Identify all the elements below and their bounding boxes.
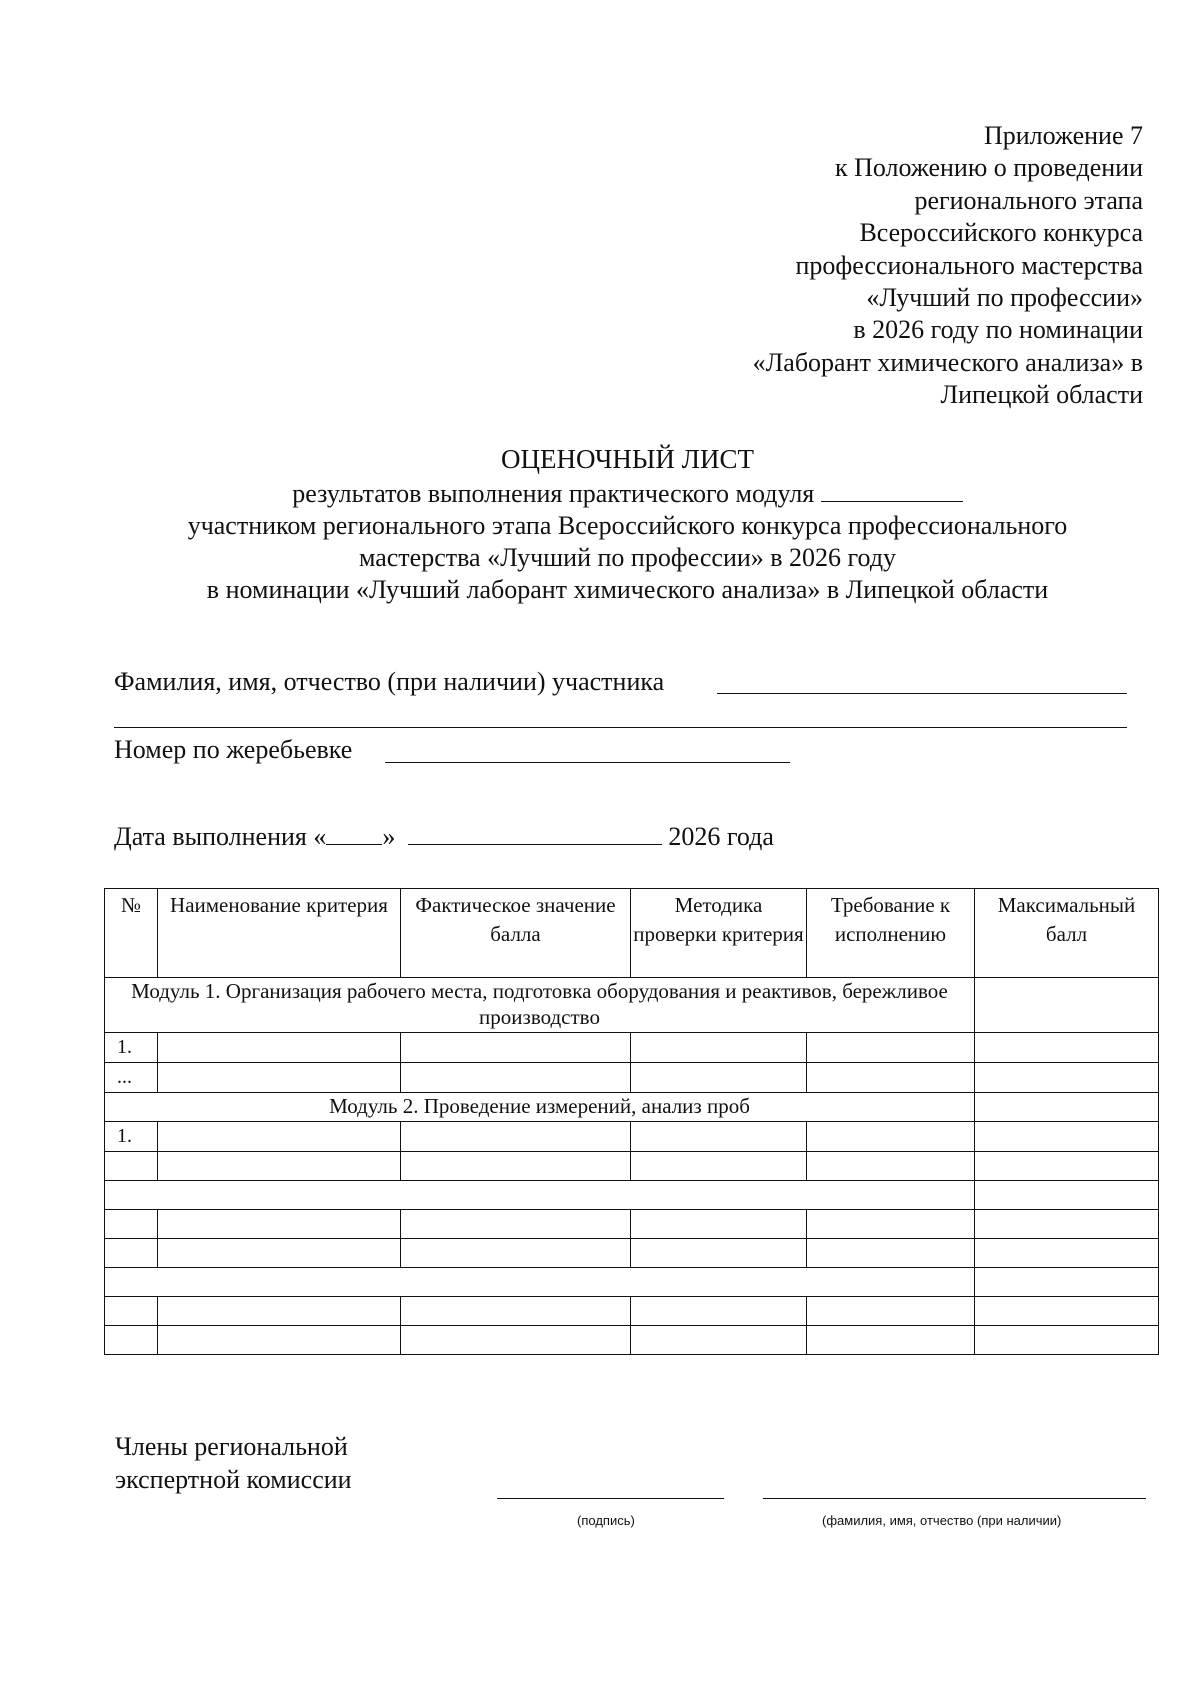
module-row xyxy=(105,1181,1159,1210)
annex-line: Приложение 7 xyxy=(983,121,1143,150)
annex-line: «Лаборант химического анализа» в xyxy=(752,347,1143,377)
annex-line: Липецкой области xyxy=(940,380,1143,410)
table-cell[interactable] xyxy=(401,1122,631,1152)
annex-line: к Положению о проведении xyxy=(834,153,1143,183)
commission-label xyxy=(115,1430,375,1496)
document-title: ОЦЕНОЧНЫЙ ЛИСТ xyxy=(501,444,754,474)
table-cell[interactable] xyxy=(631,1033,807,1063)
table-cell[interactable] xyxy=(975,1093,1159,1122)
annex-block xyxy=(753,120,1143,412)
table-cell[interactable] xyxy=(401,1152,631,1181)
annex-line: в 2026 году по номинации xyxy=(853,315,1143,345)
heading-line: участником регионального этапа Всероссийского конкурса профессионального xyxy=(187,511,1068,540)
participant-name-line[interactable] xyxy=(717,693,1127,694)
table-cell[interactable] xyxy=(807,1063,975,1093)
table-cell[interactable] xyxy=(807,1210,975,1239)
table-header-row xyxy=(105,889,1159,978)
module-row xyxy=(105,1093,1159,1122)
date-label xyxy=(114,822,774,852)
table-cell[interactable] xyxy=(975,1239,1159,1268)
participant-name-label: Фамилия, имя, отчество (при наличии) участника xyxy=(114,667,665,696)
table-cell[interactable] xyxy=(975,1152,1159,1181)
date-day-blank[interactable] xyxy=(326,822,382,845)
row-number xyxy=(105,1239,158,1268)
table-cell[interactable] xyxy=(158,1210,401,1239)
document-heading xyxy=(0,443,1200,606)
table-cell[interactable] xyxy=(975,1063,1159,1093)
table-cell[interactable] xyxy=(631,1210,807,1239)
table-cell[interactable] xyxy=(807,1152,975,1181)
date-label-start: Дата выполнения « xyxy=(114,822,327,851)
module-row xyxy=(105,978,1159,1033)
table-cell[interactable] xyxy=(158,1063,401,1093)
table-cell[interactable] xyxy=(401,1239,631,1268)
module-2-title: Модуль 2. Проведение измерений, анализ проб xyxy=(105,1093,975,1122)
table-cell[interactable] xyxy=(975,1181,1159,1210)
module-1-title: Модуль 1. Организация рабочего места, подготовка оборудования и реактивов, бережливое производство xyxy=(105,978,975,1033)
table-cell[interactable] xyxy=(975,1297,1159,1326)
table-cell[interactable] xyxy=(975,1210,1159,1239)
table-cell[interactable] xyxy=(807,1326,975,1355)
table-cell[interactable] xyxy=(975,1033,1159,1063)
row-number xyxy=(105,1210,158,1239)
draw-number-line[interactable] xyxy=(385,762,790,763)
commission-text: Члены региональной экспертной комиссии xyxy=(115,1432,352,1494)
row-number: ... xyxy=(105,1063,158,1093)
signer-name-line[interactable] xyxy=(763,1498,1146,1499)
table-cell[interactable] xyxy=(807,1297,975,1326)
table-cell[interactable] xyxy=(807,1033,975,1063)
table-cell[interactable] xyxy=(807,1122,975,1152)
table-cell[interactable] xyxy=(975,1268,1159,1297)
row-number xyxy=(105,1326,158,1355)
date-month-blank[interactable] xyxy=(408,822,662,845)
table-cell[interactable] xyxy=(975,1326,1159,1355)
row-number: 1. xyxy=(105,1122,158,1152)
table-cell[interactable] xyxy=(975,978,1159,1033)
table-row xyxy=(105,1239,1159,1268)
table-row xyxy=(105,1152,1159,1181)
signature-caption: (подпись) xyxy=(577,1513,635,1528)
header-requirement: Требование к исполнению xyxy=(807,889,975,978)
table-cell[interactable] xyxy=(401,1063,631,1093)
header-criterion-name: Наименование критерия xyxy=(158,889,401,978)
annex-line: «Лучший по профессии» xyxy=(866,283,1143,313)
table-row xyxy=(105,1063,1159,1093)
table-cell[interactable] xyxy=(401,1033,631,1063)
table-cell[interactable] xyxy=(631,1122,807,1152)
row-number xyxy=(105,1152,158,1181)
table-cell[interactable] xyxy=(975,1122,1159,1152)
table-row xyxy=(105,1122,1159,1152)
table-cell[interactable] xyxy=(631,1063,807,1093)
table-cell[interactable] xyxy=(401,1210,631,1239)
table-cell[interactable] xyxy=(631,1297,807,1326)
signer-name-caption: (фамилия, имя, отчество (при наличии) xyxy=(822,1513,1062,1528)
table-cell[interactable] xyxy=(807,1239,975,1268)
participant-name-line-2[interactable] xyxy=(114,727,1127,728)
table-cell[interactable] xyxy=(158,1326,401,1355)
table-cell[interactable] xyxy=(401,1326,631,1355)
date-year: 2026 года xyxy=(668,822,774,851)
table-cell[interactable] xyxy=(158,1122,401,1152)
annex-line: регионального этапа xyxy=(914,185,1143,215)
signature-line[interactable] xyxy=(497,1498,724,1499)
module-row xyxy=(105,1268,1159,1297)
table-row xyxy=(105,1326,1159,1355)
annex-line: профессионального мастерства xyxy=(795,250,1143,280)
module-title-blank[interactable] xyxy=(105,1181,975,1210)
heading-line xyxy=(0,478,1200,510)
annex-line: Всероссийского конкурса xyxy=(859,218,1143,248)
table-cell[interactable] xyxy=(401,1297,631,1326)
heading-line: в номинации «Лучший лаборант химического анализа» в Липецкой области xyxy=(206,575,1049,604)
draw-number-label: Номер по жеребьевке xyxy=(114,735,353,764)
criteria-table xyxy=(104,888,1159,1355)
table-cell[interactable] xyxy=(158,1033,401,1063)
row-number xyxy=(105,1297,158,1326)
table-row xyxy=(105,1033,1159,1063)
module-number-blank[interactable] xyxy=(821,479,963,502)
row-number: 1. xyxy=(105,1033,158,1063)
header-check-method: Методика проверки критерия xyxy=(631,889,807,978)
table-cell[interactable] xyxy=(158,1239,401,1268)
date-label-mid: » xyxy=(382,822,396,851)
header-max-score: Максимальный балл xyxy=(975,889,1159,978)
heading-line-text: результатов выполнения практического модуля xyxy=(292,479,815,508)
table-row xyxy=(105,1297,1159,1326)
table-cell[interactable] xyxy=(631,1326,807,1355)
table-cell[interactable] xyxy=(631,1239,807,1268)
module-title-blank[interactable] xyxy=(105,1268,975,1297)
header-actual-score: Фактическое значение балла xyxy=(401,889,631,978)
table-cell[interactable] xyxy=(631,1152,807,1181)
header-number: № xyxy=(105,889,158,978)
heading-line: мастерства «Лучший по профессии» в 2026 году xyxy=(358,543,897,572)
table-row xyxy=(105,1210,1159,1239)
table-cell[interactable] xyxy=(158,1297,401,1326)
table-cell[interactable] xyxy=(158,1152,401,1181)
